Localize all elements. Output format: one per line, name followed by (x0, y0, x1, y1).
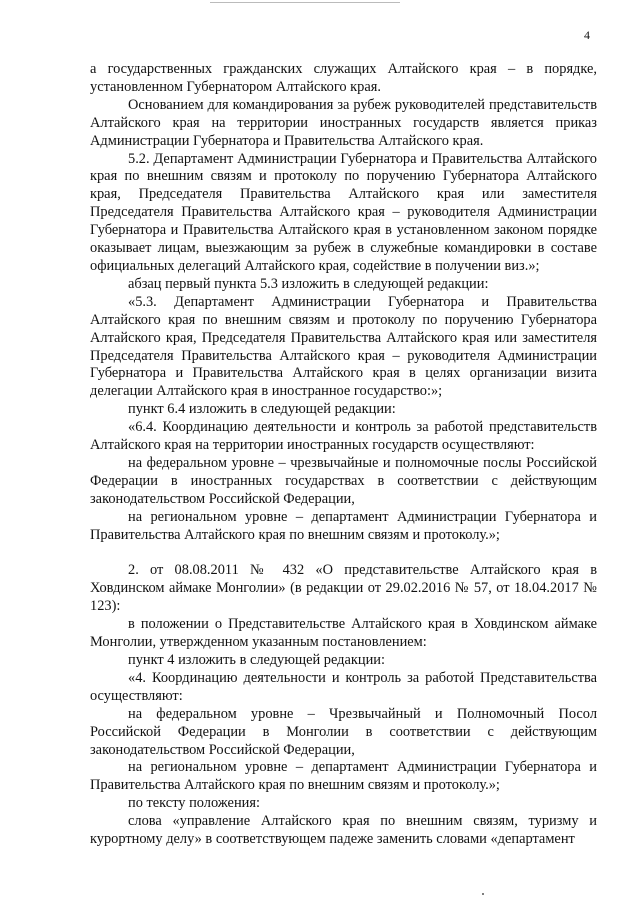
page-number: 4 (584, 28, 590, 42)
paragraph: абзац первый пункта 5.3 изложить в следующей редакции: (128, 275, 489, 292)
top-rule (210, 2, 400, 3)
paragraph: 2. от 08.08.2011 № 432 «О представительстве Алтайского края в Ховдинском аймаке Монголии» (в редакции от 29.02.2016 № 57, от 18.04.2017 № 123): (90, 562, 597, 615)
paragraph: «4. Координацию деятельности и контроль за работой Представительства осуществляют: (90, 669, 597, 704)
paragraph: пункт 4 изложить в следующей редакции: (128, 652, 385, 668)
paragraph: по тексту положения: (128, 795, 260, 812)
paragraph: слова «управление Алтайского края по внешним связям, туризму и курортному делу» в соответствующем падеже заменить словами «департамент (90, 813, 597, 848)
paragraph: «5.3. Департамент Администрации Губернатора и Правительства Алтайского края по внешним связям и протоколу по поручению Губернатора Алтайского края, Председателя Правительства Алтайского края или заместителя Председателя Правительства Алтайского края – руководителя Администрации Губернатора и Правительства Алтайского края в целях организации визита делегации Алтайского края в иностранное государство:»; (90, 293, 597, 400)
paragraph: 5.2. Департамент Администрации Губернатора и Правительства Алтайского края по внешним связям и протоколу по поручению Губернатора Алтайского края, Председателя Правительства Алтайского края или заместителя Председателя Правительства Алтайского края – руководителя Администрации Губернатора и Правительства Алтайского края в установленном законом порядке оказывает лицам, выезжающим за рубеж в служебные командировки в составе официальных делегаций Алтайского края, содействие в получении виз.»; (90, 150, 597, 274)
document-body (90, 61, 597, 849)
paragraph: на региональном уровне – департамент Администрации Губернатора и Правительства Алтайского края по внешним связям и протоколу.»; (90, 508, 597, 543)
paragraph: «6.4. Координацию деятельности и контроль за работой представительств Алтайского края на территории иностранных государств осуществляют: (90, 419, 597, 454)
paragraph: на федеральном уровне – Чрезвычайный и Полномочный Посол Российской Федерации в Монголии в соответствии с действующим законодательством Российской Федерации, (90, 705, 597, 758)
paragraph: на федеральном уровне – чрезвычайные и полномочные послы Российской Федерации в иностранных государствах в соответствии с действующим законодательством Российской Федерации, (90, 454, 597, 507)
scan-speck (482, 893, 484, 895)
paragraph: а государственных гражданских служащих Алтайского края – в порядке, установленном Губернатором Алтайского края. (90, 61, 597, 95)
paragraph: Основанием для командирования за рубеж руководителей представительств Алтайского края на территории иностранных государств является приказ Администрации Губернатора и Правительства Алтайского края. (90, 96, 597, 149)
paragraph: в положении о Представительстве Алтайского края в Ховдинском аймаке Монголии, утвержденном указанным постановлением: (90, 616, 597, 651)
paragraph-gap (90, 544, 597, 562)
paragraph: пункт 6.4 изложить в следующей редакции: (128, 401, 396, 418)
paragraph: на региональном уровне – департамент Администрации Губернатора и Правительства Алтайского края по внешним связям и протоколу.»; (90, 759, 597, 794)
